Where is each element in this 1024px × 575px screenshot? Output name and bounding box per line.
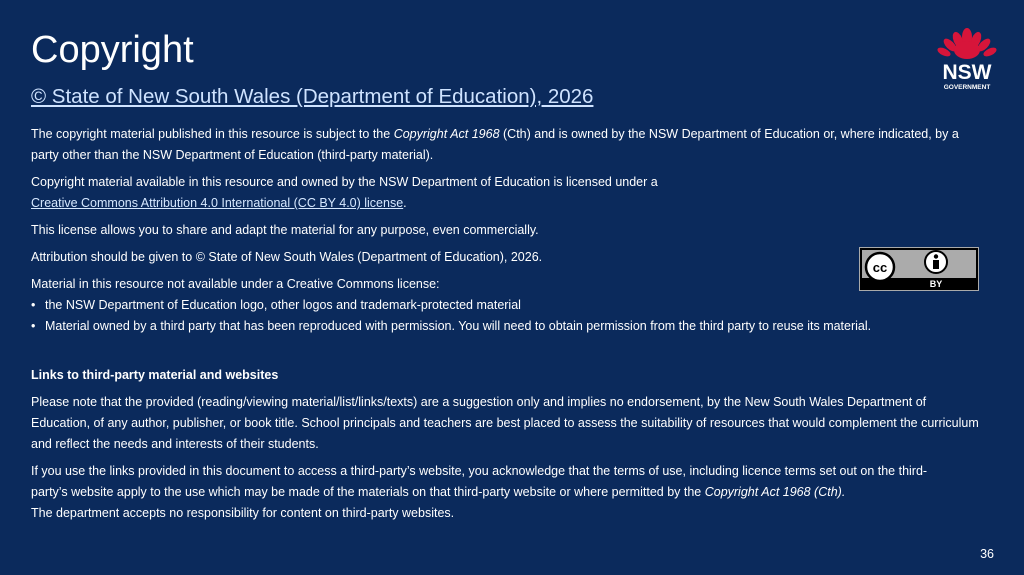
copyright-body <box>31 124 986 530</box>
page-title: Copyright <box>31 29 194 71</box>
copyright-subtitle-link[interactable]: © State of New South Wales (Department of Education), 2026 <box>31 85 594 108</box>
act-title: Copyright Act 1968 <box>393 127 500 141</box>
exclusions-list <box>31 295 986 337</box>
copyright-act-paragraph: The copyright material published in this resource is subject to the Copyright Act 1968 (Cth) and is owned by the NSW Department of Education or, where indicated, by a party other than the NSW Department of Education (third-party material). <box>31 127 959 162</box>
cc-by-label: BY <box>929 279 943 289</box>
nsw-government-logo <box>936 28 998 92</box>
list-item: • the NSW Department of Education logo, other logos and trademark-protected material <box>31 295 986 316</box>
suggestion-paragraph: Please note that the provided (reading/viewing material/list/links/texts) are a suggestion only and implies no endorsement, by the New South Wales Department of Education, of any author, publisher, or book title. School principals and teachers are best placed to assess the suitability of resources that would complement the curriculum and reflect the needs and interests of their students. <box>31 395 979 451</box>
waratah-icon <box>936 28 998 62</box>
logo-nsw-text: NSW <box>942 61 992 84</box>
svg-text:cc: cc <box>872 260 888 275</box>
attribution-paragraph: Attribution should be given to © State of New South Wales (Department of Education), 2026. <box>31 250 543 264</box>
list-item: • Material owned by a third party that has been reproduced with permission. You will need to obtain permission from the third party to reuse its material. <box>31 316 986 337</box>
logo-government-text: GOVERNMENT <box>943 84 991 91</box>
third-party-heading: Links to third-party material and websites <box>31 368 279 382</box>
cc-license-link[interactable]: Creative Commons Attribution 4.0 International (CC BY 4.0) license <box>31 196 404 210</box>
not-available-paragraph: Material in this resource not available under a Creative Commons license: <box>31 277 440 291</box>
license-allows-paragraph: This license allows you to share and adapt the material for any purpose, even commercially. <box>31 223 539 237</box>
license-paragraph: Copyright material available in this resource and owned by the NSW Department of Education is licensed under a Creative Commons Attribution 4.0 International (CC BY 4.0) license. <box>31 175 658 210</box>
page-number: 36 <box>980 547 994 561</box>
third-party-terms-paragraph: If you use the links provided in this document to access a third-party’s website, you acknowledge that the terms of use, including licence terms set out on the third-party’s website apply to the use which may be made of the materials on that third-party website or where permitted by the Copyright Act 1968 (Cth). The department accepts no responsibility for content on third-party websites. <box>31 464 928 520</box>
